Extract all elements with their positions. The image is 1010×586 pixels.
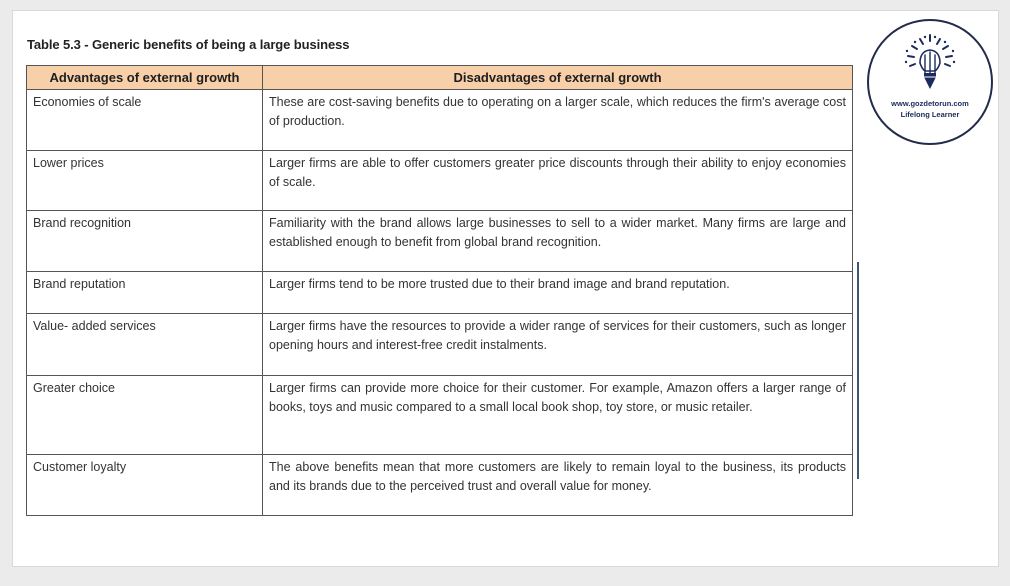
logo-tagline: Lifelong Learner [900,110,960,119]
table-row [27,90,853,151]
description-cell: Larger firms have the resources to provide a wider range of services for their customers, such as longer opening hours and interest-free credit instalments. [263,314,853,376]
table-row [27,272,853,314]
header-disadvantages: Disadvantages of external growth [263,66,853,90]
advantage-cell: Value- added services [27,314,263,376]
pencil-lightbulb-icon [902,33,958,93]
table-row [27,314,853,376]
table-row [27,211,853,272]
brand-logo[interactable] [867,19,993,145]
side-accent-bar [857,262,859,479]
advantage-cell: Economies of scale [27,90,263,151]
description-cell: Larger firms can provide more choice for their customer. For example, Amazon offers a larger range of books, toys and music compared to a small local book shop, toy store, or music retailer. [263,376,853,455]
advantage-cell: Brand reputation [27,272,263,314]
description-cell: These are cost-saving benefits due to operating on a larger scale, which reduces the firm's average cost of production. [263,90,853,151]
advantage-cell: Customer loyalty [27,455,263,516]
description-cell: Larger firms are able to offer customers greater price discounts through their ability to enjoy economies of scale. [263,151,853,211]
logo-url-text: www.gozdetorun.com [891,99,969,108]
benefits-table [26,65,853,516]
description-cell: Larger firms tend to be more trusted due to their brand image and brand reputation. [263,272,853,314]
description-cell: The above benefits mean that more customers are likely to remain loyal to the business, its products and its brands due to the perceived trust and overall value for money. [263,455,853,516]
advantage-cell: Lower prices [27,151,263,211]
table-header-row [27,66,853,90]
table-row [27,151,853,211]
advantage-cell: Greater choice [27,376,263,455]
advantage-cell: Brand recognition [27,211,263,272]
description-cell: Familiarity with the brand allows large businesses to sell to a wider market. Many firms are large and established enough to benefit from global brand recognition. [263,211,853,272]
table-row [27,455,853,516]
header-advantages: Advantages of external growth [27,66,263,90]
table-row [27,376,853,455]
table-title: Table 5.3 - Generic benefits of being a large business [27,37,350,52]
